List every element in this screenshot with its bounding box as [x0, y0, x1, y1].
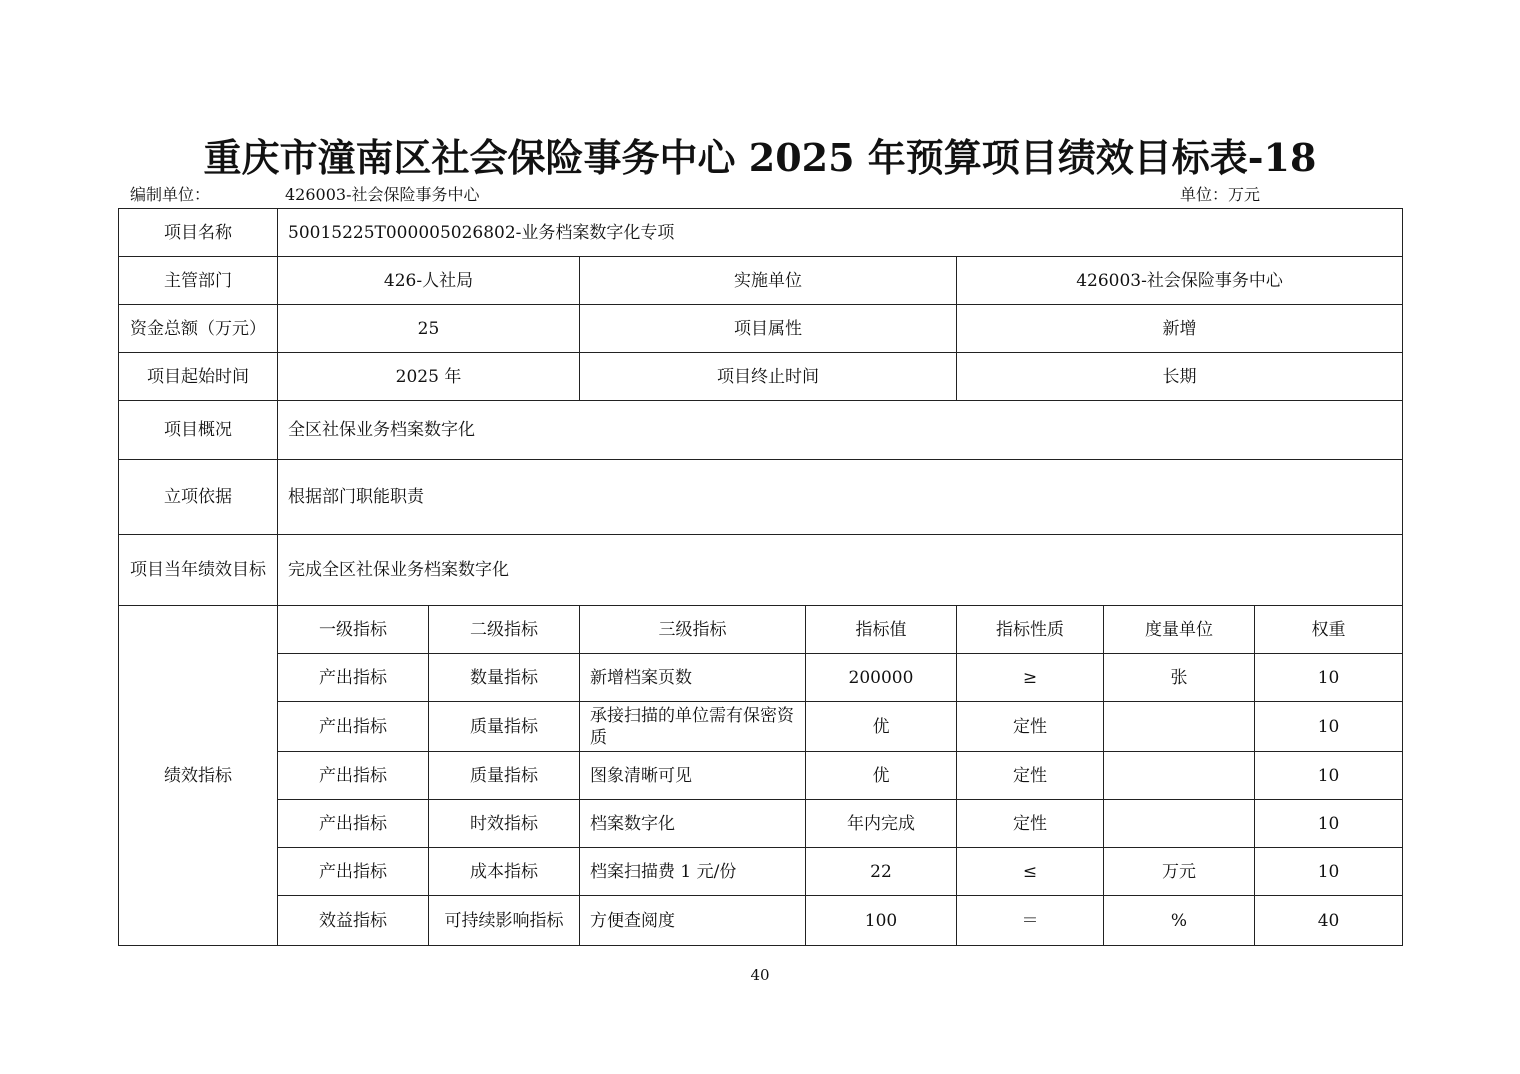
value-cell: 100 — [806, 896, 957, 946]
level3-cell: 方便查阅度 — [580, 896, 806, 946]
name-label: 项目名称 — [119, 209, 278, 257]
row-basis — [119, 460, 1403, 535]
attr-label: 项目属性 — [580, 305, 957, 353]
nature-cell: ≤ — [957, 848, 1104, 896]
page-title: 重庆市潼南区社会保险事务中心 2025 年预算项目绩效目标表-18 — [203, 135, 1317, 180]
level1-cell: 效益指标 — [278, 896, 429, 946]
row-dept — [119, 257, 1403, 305]
col-header: 二级指标 — [429, 606, 580, 654]
weight-cell: 10 — [1255, 654, 1403, 702]
indicator-row — [119, 702, 1403, 752]
name-value: 50015225T000005026802-业务档案数字化专项 — [278, 209, 1403, 257]
col-header: 度量单位 — [1104, 606, 1255, 654]
dept-value: 426-人社局 — [278, 257, 580, 305]
level1-cell: 产出指标 — [278, 752, 429, 800]
goal-value: 完成全区社保业务档案数字化 — [278, 535, 1403, 606]
row-project-name — [119, 209, 1403, 257]
col-header: 三级指标 — [580, 606, 806, 654]
row-time — [119, 353, 1403, 401]
start-label: 项目起始时间 — [119, 353, 278, 401]
nature-cell: ≥ — [957, 654, 1104, 702]
level3-cell: 新增档案页数 — [580, 654, 806, 702]
row-goal — [119, 535, 1403, 606]
weight-cell: 10 — [1255, 752, 1403, 800]
end-label: 项目终止时间 — [580, 353, 957, 401]
weight-cell: 10 — [1255, 848, 1403, 896]
level3-cell: 档案扫描费 1 元/份 — [580, 848, 806, 896]
basis-value: 根据部门职能职责 — [278, 460, 1403, 535]
impl-value: 426003-社会保险事务中心 — [957, 257, 1403, 305]
indicator-row — [119, 800, 1403, 848]
level2-cell: 可持续影响指标 — [429, 896, 580, 946]
unit-label: 单位：万元 — [1180, 185, 1261, 204]
value-cell: 22 — [806, 848, 957, 896]
unit-cell — [1104, 752, 1255, 800]
page-number: 40 — [750, 966, 770, 984]
value-cell: 200000 — [806, 654, 957, 702]
value-cell: 优 — [806, 702, 957, 752]
level2-cell: 质量指标 — [429, 752, 580, 800]
weight-cell: 10 — [1255, 800, 1403, 848]
col-header: 一级指标 — [278, 606, 429, 654]
value-cell: 优 — [806, 752, 957, 800]
end-value: 长期 — [957, 353, 1403, 401]
org-value: 426003-社会保险事务中心 — [285, 185, 480, 204]
indicators-label: 绩效指标 — [119, 606, 278, 946]
unit-cell — [1104, 702, 1255, 752]
indicator-row — [119, 848, 1403, 896]
level2-cell: 数量指标 — [429, 654, 580, 702]
col-header: 指标性质 — [957, 606, 1104, 654]
level2-cell: 成本指标 — [429, 848, 580, 896]
level1-cell: 产出指标 — [278, 654, 429, 702]
value-cell: 年内完成 — [806, 800, 957, 848]
performance-table — [118, 208, 1403, 946]
fund-label: 资金总额（万元） — [119, 305, 278, 353]
col-header: 指标值 — [806, 606, 957, 654]
indicator-row — [119, 896, 1403, 946]
row-fund — [119, 305, 1403, 353]
impl-label: 实施单位 — [580, 257, 957, 305]
start-value: 2025 年 — [278, 353, 580, 401]
col-header: 权重 — [1255, 606, 1403, 654]
goal-label: 项目当年绩效目标 — [119, 535, 278, 606]
unit-cell: 张 — [1104, 654, 1255, 702]
row-overview — [119, 401, 1403, 460]
nature-cell: 定性 — [957, 752, 1104, 800]
unit-cell — [1104, 800, 1255, 848]
nature-cell: ＝ — [957, 896, 1104, 946]
level2-cell: 质量指标 — [429, 702, 580, 752]
nature-cell: 定性 — [957, 800, 1104, 848]
dept-label: 主管部门 — [119, 257, 278, 305]
weight-cell: 10 — [1255, 702, 1403, 752]
indicator-row — [119, 654, 1403, 702]
overview-value: 全区社保业务档案数字化 — [278, 401, 1403, 460]
indicator-header-row — [119, 606, 1403, 654]
indicator-row — [119, 752, 1403, 800]
overview-label: 项目概况 — [119, 401, 278, 460]
level1-cell: 产出指标 — [278, 800, 429, 848]
org-label: 编制单位： — [130, 185, 211, 204]
unit-cell: 万元 — [1104, 848, 1255, 896]
level3-cell: 承接扫描的单位需有保密资质 — [580, 702, 806, 752]
weight-cell: 40 — [1255, 896, 1403, 946]
fund-value: 25 — [278, 305, 580, 353]
nature-cell: 定性 — [957, 702, 1104, 752]
level1-cell: 产出指标 — [278, 848, 429, 896]
level3-cell: 图象清晰可见 — [580, 752, 806, 800]
unit-cell: % — [1104, 896, 1255, 946]
level1-cell: 产出指标 — [278, 702, 429, 752]
basis-label: 立项依据 — [119, 460, 278, 535]
level2-cell: 时效指标 — [429, 800, 580, 848]
attr-value: 新增 — [957, 305, 1403, 353]
level3-cell: 档案数字化 — [580, 800, 806, 848]
